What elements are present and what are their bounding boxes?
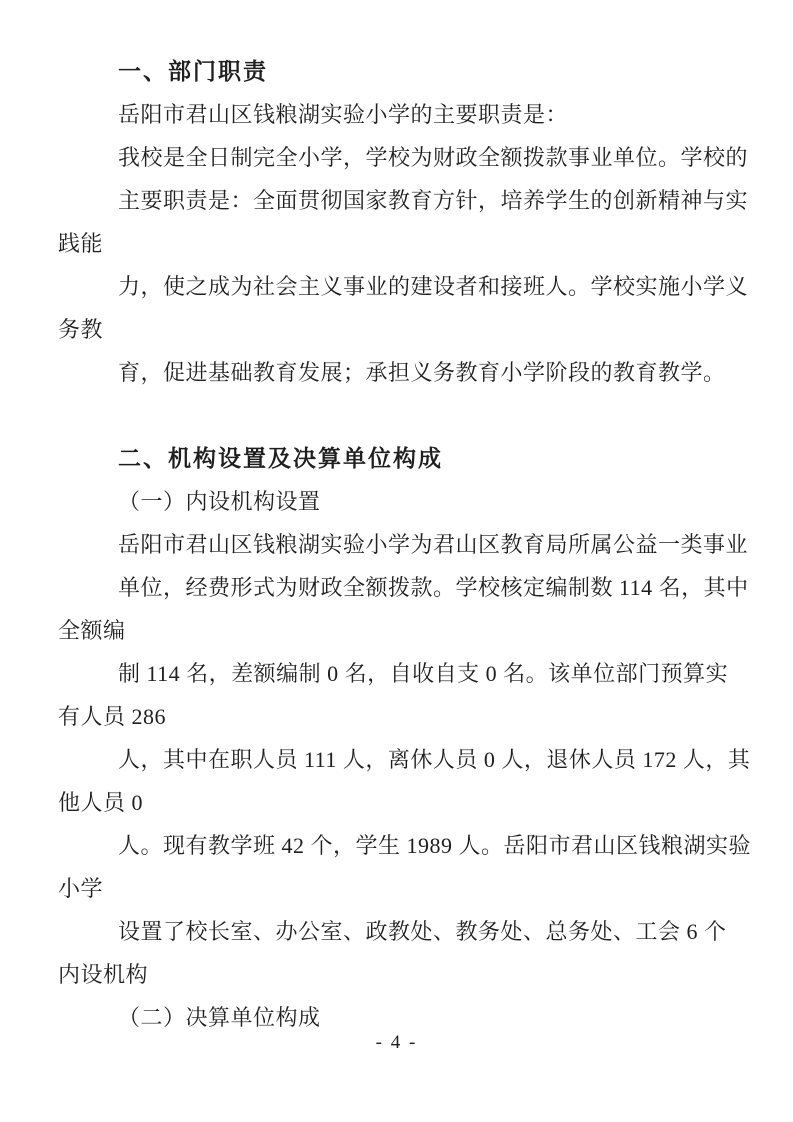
body-line: 我校是全日制完全小学，学校为财政全额拨款事业单位。学校的 bbox=[118, 145, 749, 170]
body-line-overflow: 有人员 286 bbox=[58, 704, 167, 729]
body-line: 岳阳市君山区钱粮湖实验小学的主要职责是： bbox=[118, 102, 569, 127]
body-line: 岳阳市君山区钱粮湖实验小学为君山区教育局所属公益一类事业 bbox=[118, 532, 749, 557]
page-number: - 4 - bbox=[375, 1032, 418, 1053]
body-line: 人，其中在职人员 111 人，离休人员 0 人，退休人员 172 人，其 bbox=[118, 747, 751, 772]
body-line: 单位，经费形式为财政全额拨款。学校核定编制数 114 名，其中 bbox=[118, 575, 749, 600]
body-line: 力，使之成为社会主义事业的建设者和接班人。学校实施小学义 bbox=[118, 274, 749, 299]
body-line: 设置了校长室、办公室、政教处、教务处、总务处、工会 6 个 bbox=[118, 919, 727, 944]
document-text-block bbox=[58, 50, 752, 1039]
section-2-heading: 二、机构设置及决算单位构成 bbox=[118, 446, 443, 471]
subsection-2-heading: （二）决算单位构成 bbox=[118, 1005, 321, 1030]
body-line-overflow: 践能 bbox=[58, 231, 104, 256]
body-line: 人。现有教学班 42 个，学生 1989 人。岳阳市君山区钱粮湖实验 bbox=[118, 833, 752, 858]
subsection-1-heading: （一）内设机构设置 bbox=[118, 489, 321, 514]
body-line-overflow: 小学 bbox=[58, 876, 104, 901]
body-line: 制 114 名，差额编制 0 名，自收自支 0 名。该单位部门预算实 bbox=[118, 661, 729, 686]
body-line-overflow: 内设机构 bbox=[58, 962, 149, 987]
body-line-overflow: 他人员 0 bbox=[58, 790, 144, 815]
body-line: 主要职责是：全面贯彻国家教育方针，培养学生的创新精神与实 bbox=[118, 188, 749, 213]
body-line: 育，促进基础教育发展；承担义务教育小学阶段的教育教学。 bbox=[118, 360, 726, 385]
blank-line bbox=[58, 394, 743, 437]
body-line-overflow: 务教 bbox=[58, 317, 104, 342]
section-1-heading: 一、部门职责 bbox=[118, 59, 268, 84]
body-line-overflow: 全额编 bbox=[58, 618, 126, 643]
